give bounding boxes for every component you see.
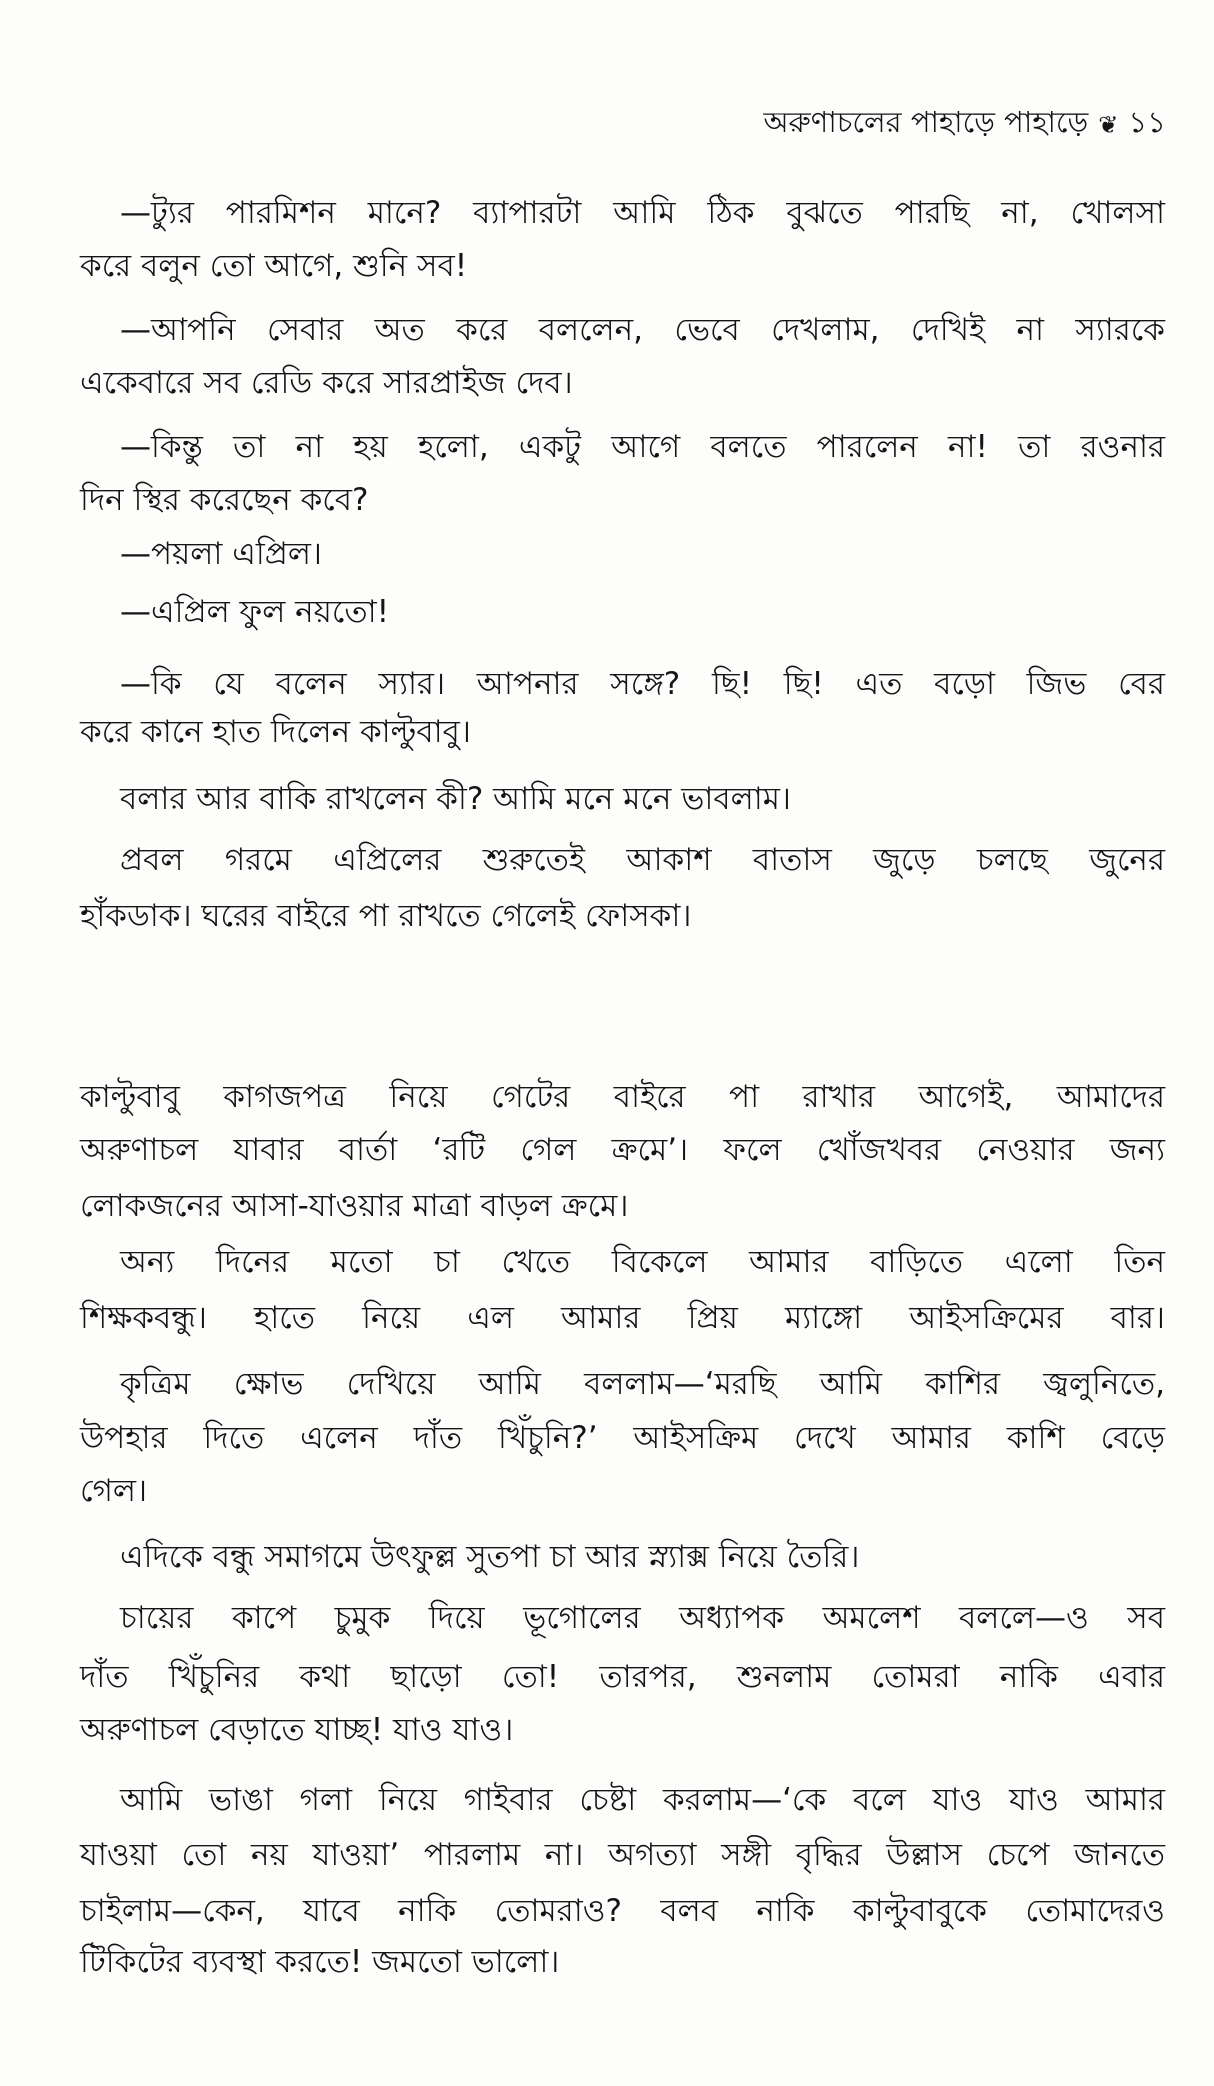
text-line: করে বলুন তো আগে, শুনি সব! (80, 248, 468, 284)
text-line: —ট্যুর পারমিশন মানে? ব্যাপারটা আমি ঠিক বুঝতে পারছি না, খোলসা (120, 195, 1165, 231)
text-line: একেবারে সব রেডি করে সারপ্রাইজ দেব। (80, 365, 573, 401)
text-line: —পয়লা এপ্রিল। (120, 536, 323, 572)
page-number: ১১ (1128, 105, 1166, 139)
text-line: —কিন্তু তা না হয় হলো, একটু আগে বলতে পারলেন না! তা রওনার (120, 429, 1165, 465)
text-line: দিন স্থির করেছেন কবে? (80, 482, 369, 518)
text-line: দাঁত খিঁচুনির কথা ছাড়ো তো! তারপর, শুনলাম তোমরা নাকি এবার (80, 1659, 1165, 1695)
text-line: বলার আর বাকি রাখলেন কী? আমি মনে মনে ভাবলাম। (120, 781, 792, 817)
ornament-icon: ❦ (1098, 110, 1119, 139)
text-line: প্রবল গরমে এপ্রিলের শুরুতেই আকাশ বাতাস জুড়ে চলছে জুনের (120, 842, 1165, 878)
text-line: এদিকে বন্ধু সমাগমে উৎফুল্ল সুতপা চা আর স্ন্যাক্স নিয়ে তৈরি। (120, 1539, 860, 1575)
running-header (763, 100, 1166, 149)
text-line: আমি ভাঙা গলা নিয়ে গাইবার চেষ্টা করলাম—‘কে বলে যাও যাও আমার (120, 1782, 1165, 1818)
text-line: গেল। (80, 1473, 148, 1509)
text-line: —এপ্রিল ফুল নয়তো! (120, 594, 390, 630)
text-line: কৃত্রিম ক্ষোভ দেখিয়ে আমি বললাম—‘মরছি আমি কাশির জ্বলুনিতে, (120, 1366, 1165, 1402)
text-line: অরুণাচল বেড়াতে যাচ্ছ! যাও যাও। (80, 1712, 514, 1748)
text-line: শিক্ষকবন্ধু। হাতে নিয়ে এল আমার প্রিয় ম্যাঙ্গো আইসক্রিমের বার। (80, 1300, 1165, 1336)
running-title: অরুণাচলের পাহাড়ে পাহাড়ে (763, 105, 1089, 139)
text-line: —কি যে বলেন স্যার। আপনার সঙ্গে? ছি! ছি! এত বড়ো জিভ বের (120, 666, 1165, 702)
text-line: উপহার দিতে এলেন দাঁত খিঁচুনি?’ আইসক্রিম দেখে আমার কাশি বেড়ে (80, 1420, 1165, 1456)
text-line: কাল্টুবাবু কাগজপত্র নিয়ে গেটের বাইরে পা রাখার আগেই, আমাদের (80, 1079, 1165, 1115)
text-line: অন্য দিনের মতো চা খেতে বিকেলে আমার বাড়িতে এলো তিন (120, 1244, 1165, 1280)
text-line: যাওয়া তো নয় যাওয়া’ পারলাম না। অগত্যা সঙ্গী বৃদ্ধির উল্লাস চেপে জানতে (80, 1837, 1165, 1873)
text-line: চায়ের কাপে চুমুক দিয়ে ভূগোলের অধ্যাপক অমলেশ বললে—ও সব (120, 1600, 1165, 1636)
text-line: অরুণাচল যাবার বার্তা ‘রটি গেল ক্রমে’। ফলে খোঁজখবর নেওয়ার জন্য (80, 1132, 1165, 1168)
text-line: করে কানে হাত দিলেন কাল্টুবাবু। (80, 714, 471, 750)
text-line: হাঁকডাক। ঘরের বাইরে পা রাখতে গেলেই ফোসকা। (80, 898, 692, 934)
text-line: টিকিটের ব্যবস্থা করতে! জমতো ভালো। (80, 1944, 560, 1980)
text-line: চাইলাম—কেন, যাবে নাকি তোমরাও? বলব নাকি কাল্টুবাবুকে তোমাদেরও (80, 1893, 1165, 1929)
text-line: —আপনি সেবার অত করে বললেন, ভেবে দেখলাম, দেখিই না স্যারকে (120, 312, 1165, 348)
text-line: লোকজনের আসা-যাওয়ার মাত্রা বাড়ল ক্রমে। (80, 1188, 629, 1224)
